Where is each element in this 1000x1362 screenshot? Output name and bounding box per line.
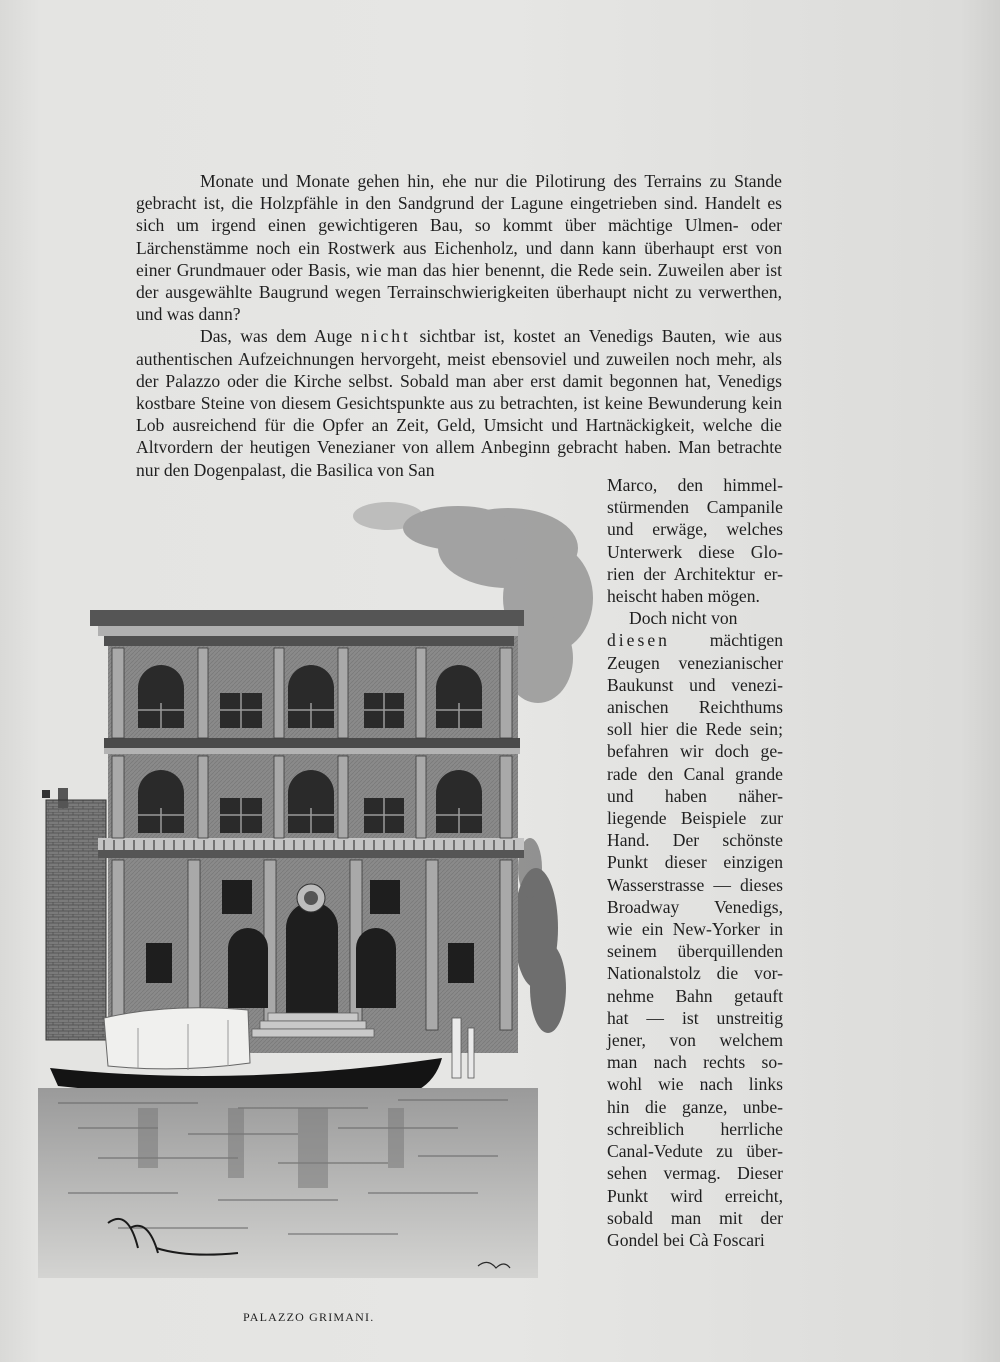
paragraph-2-part-a: Das, was dem Auge xyxy=(200,326,361,347)
column-line: stürmenden Campanile xyxy=(607,497,783,518)
column-line: Wasserstrasse — dieses xyxy=(607,874,783,895)
trees-right xyxy=(514,838,566,1033)
column-line: hin die ganze, unbe- xyxy=(607,1096,783,1117)
column-line: Hand. Der schönste xyxy=(607,830,783,851)
column-line: Marco, den himmel- xyxy=(607,475,783,495)
column-line: heischt haben mögen. xyxy=(607,586,760,607)
column-line: wie ein New-Yorker in xyxy=(607,919,783,940)
column-line: wohl wie nach links xyxy=(607,1074,783,1095)
paragraph-2-part-b: sichtbar ist, kostet an Venedigs Bauten, wie aus authentischen Aufzeichnungen hervorgeht, meist ebensoviel und zuweilen noch mehr, als der Palazzo oder die Kirche selbst. Sobald man aber erst damit begonnen hat, Venedigs kostbare Steine von diesem Gesichtspunkte aus zu betrachten, ist keine Bewunderung kein Lob ausreichend für die Opfer an Zeit, Geld, Umsicht und Hartnäckigkeit, welche die Altvordern der heutigen Venezianer von allem Anbeginn gebracht haben. Man betrachte nur den Dogenpalast, die Basilica von San xyxy=(136,326,782,480)
illustration-caption: PALAZZO GRIMANI. xyxy=(243,1310,375,1324)
column-line: soll hier die Rede sein; xyxy=(607,719,783,740)
column-line: und erwäge, welches xyxy=(607,519,783,540)
column-line: Gondel bei Cà Foscari xyxy=(607,1229,765,1250)
column-line: Baukunst und venezi- xyxy=(607,674,783,695)
column-line: Zeugen venezianischer xyxy=(607,652,783,673)
column-line: Nationalstolz die vor- xyxy=(607,963,783,984)
palazzo-grimani-illustration xyxy=(38,488,600,1296)
paragraph-1: Monate und Monate gehen hin, ehe nur die Pilotirung des Terrains zu Stande gebracht ist, die Holzpfähle in den Sandgrund der Lagune eingetrieben sind. Handelt es sich um irgend einen gewichtigeren Bau, so kommt über mächtige Ulmen- oder Lärchenstämme noch ein Rostwerk aus Eichenholz, und dann kann überhaupt erst von einer Grundmauer oder Basis, wie man das hier benennt, die Rede sein. Zuweilen aber ist der ausgewählte Baugrund wegen Terrainschwierigkeiten überhaupt nicht zu verwerthen, und was dann? xyxy=(136,171,782,325)
palace-facade xyxy=(90,610,524,1053)
emphasis-nicht: nicht xyxy=(360,326,411,347)
column-line: liegende Beispiele zur xyxy=(607,808,783,829)
column-line: schreiblich herrliche xyxy=(607,1118,783,1139)
column-line: Unterwerk diese Glo- xyxy=(607,541,783,562)
column-line: sobald man mit der xyxy=(607,1207,783,1228)
column-line: Punkt wird erreicht, xyxy=(607,1185,783,1206)
column-line: Doch nicht von xyxy=(629,608,738,629)
emphasis-diesen: diesen xyxy=(607,630,670,651)
column-word: mächtigen xyxy=(709,630,783,651)
column-line: und haben näher- xyxy=(607,785,783,806)
column-line xyxy=(607,629,783,651)
paragraph-2 xyxy=(136,325,782,480)
column-line: anischen Reichthums xyxy=(607,697,783,718)
column-line: rien der Architektur er- xyxy=(607,563,783,584)
article-text-column xyxy=(607,474,783,1251)
column-line: man nach rechts so- xyxy=(607,1052,783,1073)
column-line: Punkt dieser einzigen xyxy=(607,852,783,873)
column-line: Canal-Vedute zu über- xyxy=(607,1141,783,1162)
column-line: Broadway Venedigs, xyxy=(607,896,783,917)
neighbour-building-left xyxy=(42,788,106,1040)
column-line: seinem überquillenden xyxy=(607,941,783,962)
canal-water xyxy=(38,1088,538,1278)
article-text-top xyxy=(136,170,782,481)
column-line: hat — ist unstreitig xyxy=(607,1007,783,1028)
boat-canopy xyxy=(104,1008,250,1070)
column-line: jener, von welchem xyxy=(607,1030,783,1051)
column-line: befahren wir doch ge- xyxy=(607,741,783,762)
column-line: rade den Canal grande xyxy=(607,763,783,784)
column-line: nehme Bahn getauft xyxy=(607,985,783,1006)
column-line: sehen vermag. Dieser xyxy=(607,1163,783,1184)
